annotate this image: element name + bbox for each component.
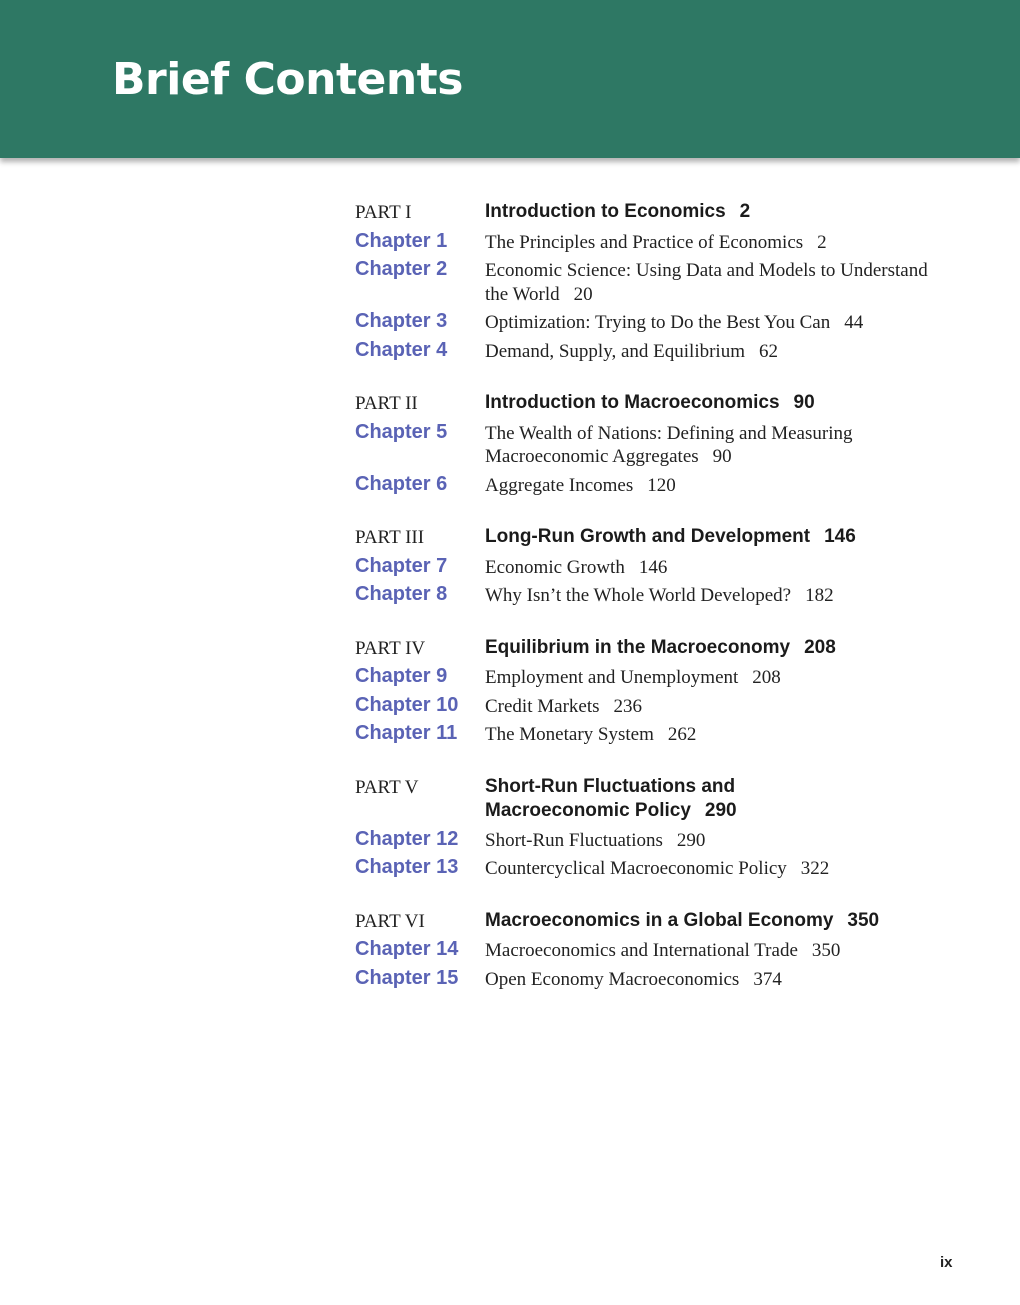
chapter-title: Open Economy Macroeconomics 374 xyxy=(485,968,782,990)
chapter-row xyxy=(355,664,955,693)
page-number: 44 xyxy=(844,312,864,333)
part-title: Equilibrium in the Macroeconomy 208 xyxy=(485,636,836,658)
chapter-label: Chapter 7 xyxy=(355,554,448,577)
chapter-row xyxy=(355,827,955,856)
chapter-row xyxy=(355,257,955,309)
part-title: Long-Run Growth and Development 146 xyxy=(485,526,856,547)
page-number: 290 xyxy=(676,829,706,851)
chapter-label: Chapter 15 xyxy=(355,966,459,989)
chapter-row xyxy=(355,937,955,966)
chapter-label: Chapter 12 xyxy=(355,827,459,850)
page-number: 322 xyxy=(800,858,830,879)
part-6 xyxy=(355,909,955,995)
part-heading-row xyxy=(355,525,955,554)
page-number: 350 xyxy=(847,909,880,931)
chapter-label: Chapter 11 xyxy=(355,722,458,744)
part-2 xyxy=(355,391,955,500)
page-title: Brief Contents xyxy=(112,54,463,105)
chapter-title: Why Isn’t the Whole World Developed? 182 xyxy=(485,585,834,606)
page-number: 146 xyxy=(824,526,856,547)
part-title: Introduction to Macroeconomics 90 xyxy=(485,392,815,413)
page-number: 62 xyxy=(759,340,778,362)
page-number: 2 xyxy=(739,201,751,222)
chapter-row xyxy=(355,582,955,611)
page-number: 208 xyxy=(752,667,781,688)
chapter-title: Macroeconomics and International Trade 350 xyxy=(485,940,841,961)
chapter-label: Chapter 9 xyxy=(355,665,448,687)
chapter-label: Chapter 2 xyxy=(355,258,448,280)
page-number: 120 xyxy=(647,474,676,496)
chapter-label: Chapter 13 xyxy=(355,856,459,878)
chapter-row xyxy=(355,229,955,258)
page-number: 350 xyxy=(811,940,841,961)
chapter-row xyxy=(355,721,955,750)
chapter-title: Economic Science: Using Data and Models to Understand the World 20 xyxy=(485,260,928,305)
chapter-title: The Monetary System 262 xyxy=(485,724,697,745)
chapter-title: Credit Markets 236 xyxy=(485,695,643,717)
part-label: PART IV xyxy=(355,637,426,659)
chapter-title: Demand, Supply, and Equilibrium 62 xyxy=(485,340,778,362)
table-of-contents xyxy=(355,200,955,1019)
chapter-title: Aggregate Incomes 120 xyxy=(485,474,676,496)
part-heading-row xyxy=(355,775,955,827)
part-label: PART VI xyxy=(355,910,425,932)
part-heading-row xyxy=(355,200,955,229)
part-3 xyxy=(355,525,955,611)
chapter-row xyxy=(355,338,955,367)
part-title: Short-Run Fluctuations and Macroeconomic Policy 290 xyxy=(485,775,737,821)
page-number: 262 xyxy=(667,724,697,745)
chapter-label: Chapter 10 xyxy=(355,693,459,716)
part-heading-row xyxy=(355,391,955,420)
chapter-title: Employment and Unemployment 208 xyxy=(485,667,781,688)
part-title: Introduction to Economics 2 xyxy=(485,201,751,222)
chapter-title: Optimization: Trying to Do the Best You Can 44 xyxy=(485,312,864,333)
chapter-row xyxy=(355,554,955,583)
page-number: 208 xyxy=(804,636,836,658)
part-heading-row xyxy=(355,636,955,665)
page-number: 236 xyxy=(613,695,643,717)
page-number: 90 xyxy=(712,446,732,467)
chapter-title: The Wealth of Nations: Defining and Measuring Macroeconomic Aggregates 90 xyxy=(485,422,853,467)
part-heading-row xyxy=(355,909,955,938)
page-number: 374 xyxy=(753,968,782,990)
part-label: PART III xyxy=(355,527,425,548)
header-banner xyxy=(0,0,1020,158)
chapter-title: Countercyclical Macroeconomic Policy 322 xyxy=(485,858,830,879)
chapter-label: Chapter 1 xyxy=(355,229,448,252)
chapter-row xyxy=(355,693,955,722)
chapter-title: The Principles and Practice of Economics 2 xyxy=(485,231,827,253)
chapter-label: Chapter 6 xyxy=(355,472,448,495)
chapter-label: Chapter 5 xyxy=(355,420,448,443)
chapter-row xyxy=(355,472,955,501)
part-title: Macroeconomics in a Global Economy 350 xyxy=(485,909,880,931)
chapter-title: Short-Run Fluctuations 290 xyxy=(485,829,706,851)
page-number: 146 xyxy=(638,556,668,578)
page-number: 290 xyxy=(704,799,737,821)
part-label: PART I xyxy=(355,202,412,223)
chapter-label: Chapter 4 xyxy=(355,338,448,361)
chapter-title: Economic Growth 146 xyxy=(485,556,668,578)
part-1 xyxy=(355,200,955,366)
chapter-row xyxy=(355,855,955,884)
chapter-label: Chapter 8 xyxy=(355,583,448,605)
part-5 xyxy=(355,775,955,884)
chapter-label: Chapter 3 xyxy=(355,310,448,332)
chapter-row xyxy=(355,420,955,472)
chapter-label: Chapter 14 xyxy=(355,938,459,960)
page-number: 20 xyxy=(573,283,593,305)
page-number: 90 xyxy=(793,392,815,413)
page-number: 2 xyxy=(817,231,827,253)
page-number: 182 xyxy=(805,585,834,606)
page-folio: ix xyxy=(940,1254,953,1271)
part-4 xyxy=(355,636,955,750)
chapter-row xyxy=(355,966,955,995)
part-label: PART II xyxy=(355,393,418,414)
chapter-row xyxy=(355,309,955,338)
part-label: PART V xyxy=(355,776,419,798)
